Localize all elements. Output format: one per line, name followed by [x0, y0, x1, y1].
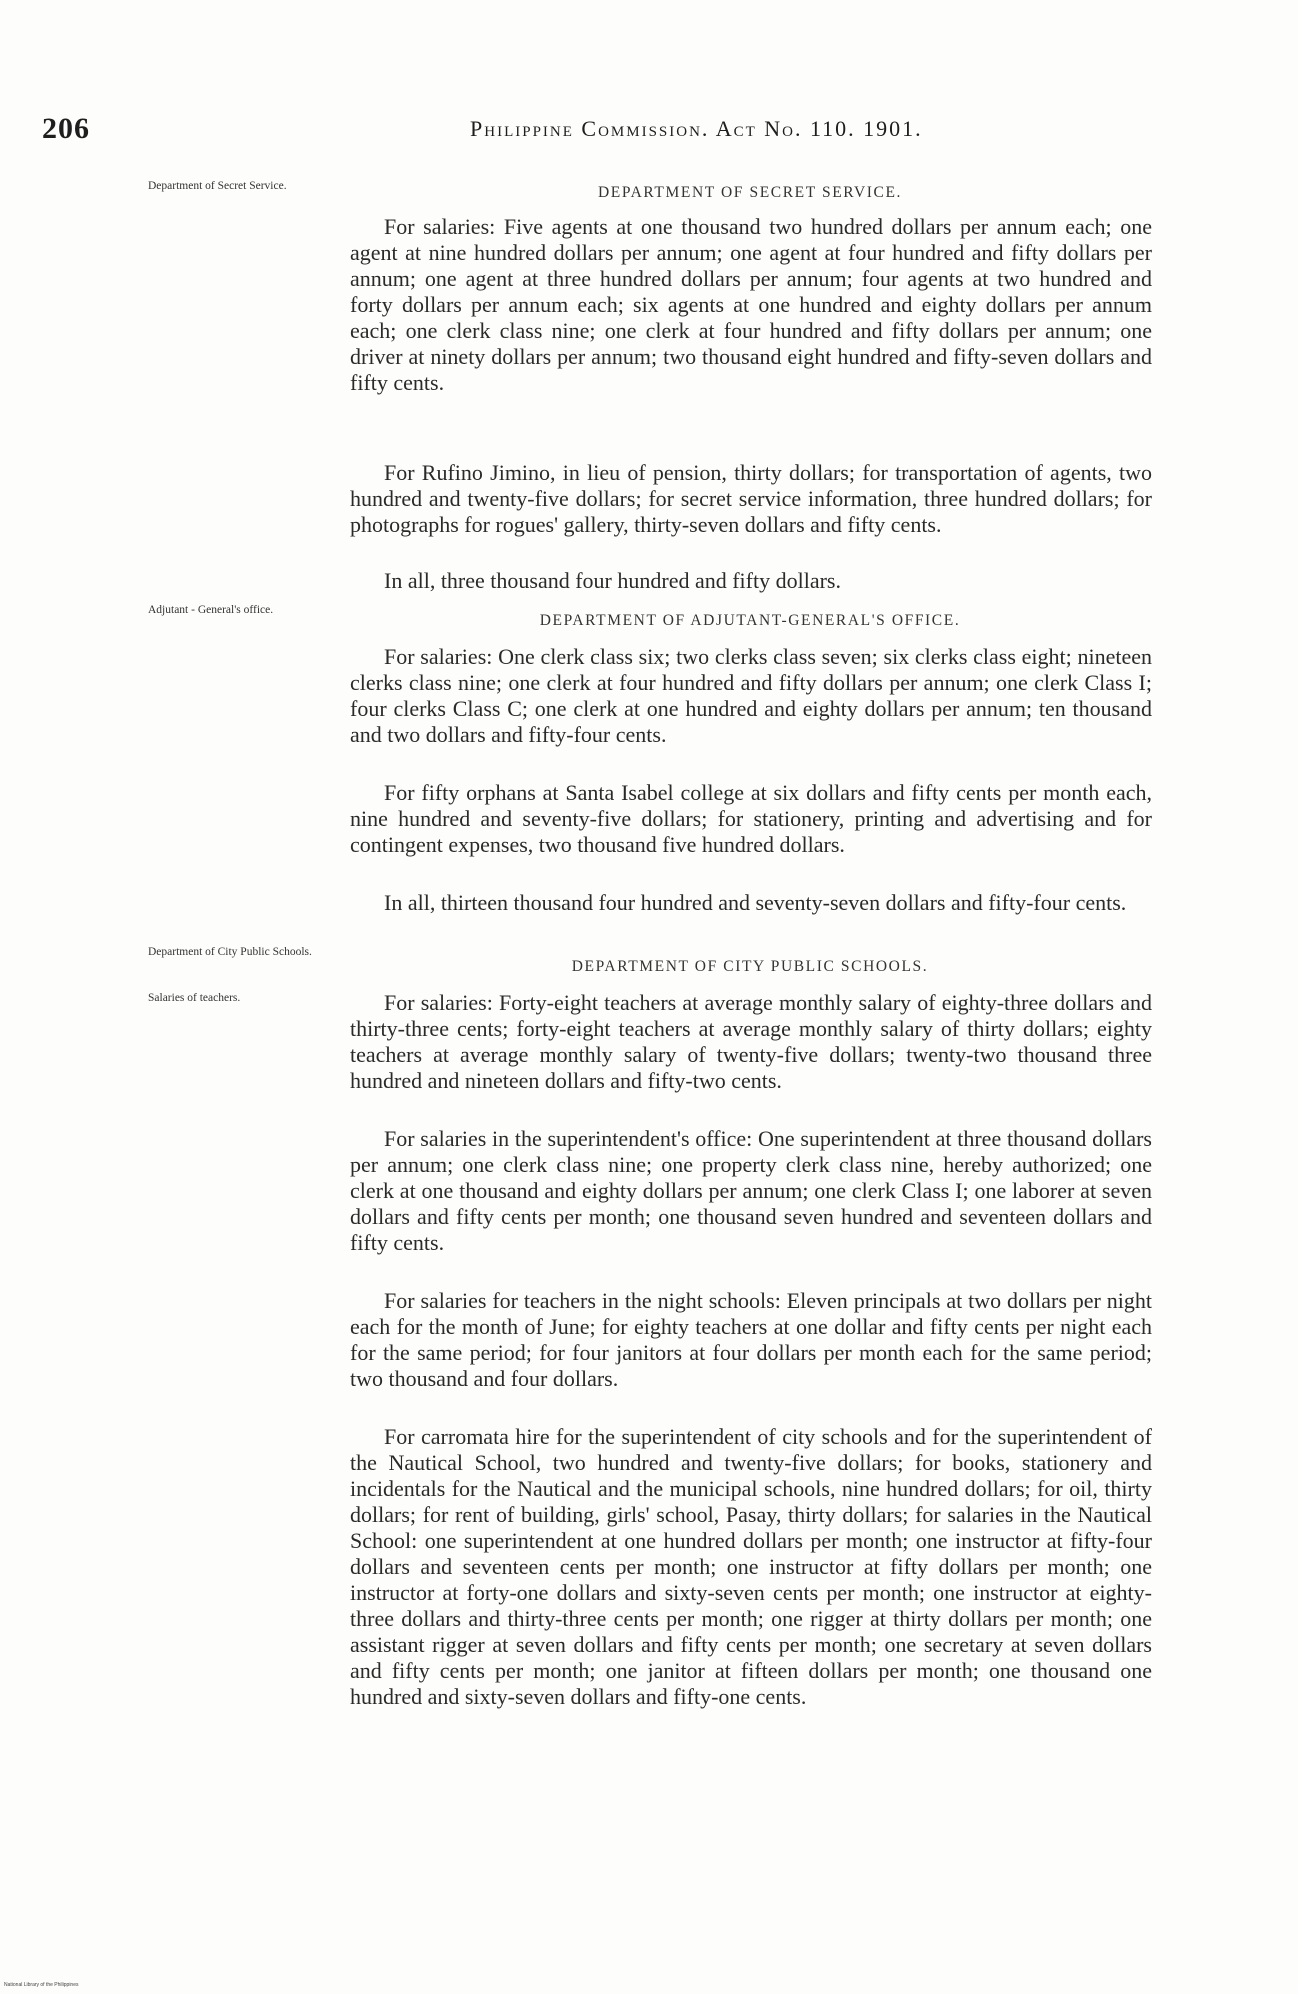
section-heading-city-public-schools: DEPARTMENT OF CITY PUBLIC SCHOOLS. — [571, 958, 929, 975]
margin-note-city-public-schools: Department of City Public Schools. — [148, 946, 312, 958]
paragraph: For salaries: Five agents at one thousand two hundred dollars per annum each; one agent at nine hundred dollars per annum; one agent at four hundred and fifty dollars per annum; one agent at three hundred dollars per annum; four agents at two hundred and forty dollars per annum each; six agents at one hundred and eighty dollars per annum each; one clerk class nine; one clerk at four hundred and fifty dollars per annum; one driver at ninety dollars per annum; two thousand eight hundred and fifty-seven dollars and fifty cents. — [350, 214, 1152, 395]
section-heading-adjutant-general: DEPARTMENT OF ADJUTANT-GENERAL'S OFFICE. — [539, 612, 961, 629]
paragraph: For salaries for teachers in the night schools: Eleven principals at two dollars per night each for the month of June; for eighty teachers at one dollar and fifty cents per night each for the same period; for four janitors at four dollars per month each for the same period; two thousand and four dollars. — [350, 1288, 1152, 1391]
paragraph: For Rufino Jimino, in lieu of pension, thirty dollars; for transportation of agents, two hundred and twenty-five dollars; for secret service information, three hundred dollars; for photographs for rogues' gallery, thirty-seven dollars and fifty cents. — [350, 460, 1152, 537]
paragraph: For fifty orphans at Santa Isabel college at six dollars and fifty cents per month each, nine hundred and seventy-five dollars; for stationery, printing and advertising and for contingent expenses, two thousand five hundred dollars. — [350, 780, 1152, 857]
margin-note-secret-service: Department of Secret Service. — [148, 180, 287, 192]
paragraph: For carromata hire for the superintendent of city schools and for the superintendent of the Nautical School, two hundred and twenty-five dollars; for books, stationery and incidentals for the Nautical and the municipal schools, nine hundred dollars; for oil, thirty dollars; for rent of building, girls' school, Pasay, thirty dollars; for salaries in the Nautical School: one superintendent at one hundred dollars per month; one instructor at fifty-four dollars and seventeen cents per month; one instructor at fifty dollars per month; one instructor at forty-one dollars and sixty-seven cents per month; one instructor at eighty-three dollars and thirty-three cents per month; one rigger at thirty dollars per month; one assistant rigger at seven dollars and fifty cents per month; one secretary at seven dollars and fifty cents per month; one janitor at fifteen dollars per month; one thousand one hundred and sixty-seven dollars and fifty-one cents. — [350, 1424, 1152, 1709]
section-heading-secret-service: DEPARTMENT OF SECRET SERVICE. — [597, 184, 903, 201]
paragraph: For salaries: One clerk class six; two clerks class seven; six clerks class eight; nineteen clerks class nine; one clerk at four hundred and fifty dollars per annum; one clerk Class I; four clerks Class C; one clerk at one hundred and eighty dollars per annum; ten thousand and two dollars and fifty-four cents. — [350, 644, 1152, 747]
paragraph: In all, thirteen thousand four hundred and seventy-seven dollars and fifty-four cents. — [384, 890, 1127, 915]
paragraph: For salaries: Forty-eight teachers at average monthly salary of eighty-three dollars and thirty-three cents; forty-eight teachers at average monthly salary of thirty dollars; eighty teachers at average monthly salary of twenty-five dollars; twenty-two thousand three hundred and nineteen dollars and fifty-two cents. — [350, 990, 1152, 1093]
running-head: Philippine Commission. Act No. 110. 1901. — [470, 116, 923, 141]
margin-note-adjutant-general: Adjutant - General's office. — [148, 604, 274, 616]
footer-stamp: National Library of the Philippines — [4, 1982, 79, 1988]
paragraph: For salaries in the superintendent's office: One superintendent at three thousand dollars per annum; one clerk class nine; one property clerk class nine, hereby authorized; one clerk at one thousand and eighty dollars per annum; one clerk Class I; one laborer at seven dollars and fifty cents per month; one thousand seven hundred and seventeen dollars and fifty cents. — [350, 1126, 1152, 1255]
paragraph: In all, three thousand four hundred and fifty dollars. — [384, 568, 841, 593]
page-number: 206 — [42, 112, 90, 145]
margin-note-salaries-of-teachers: Salaries of teachers. — [148, 992, 241, 1004]
